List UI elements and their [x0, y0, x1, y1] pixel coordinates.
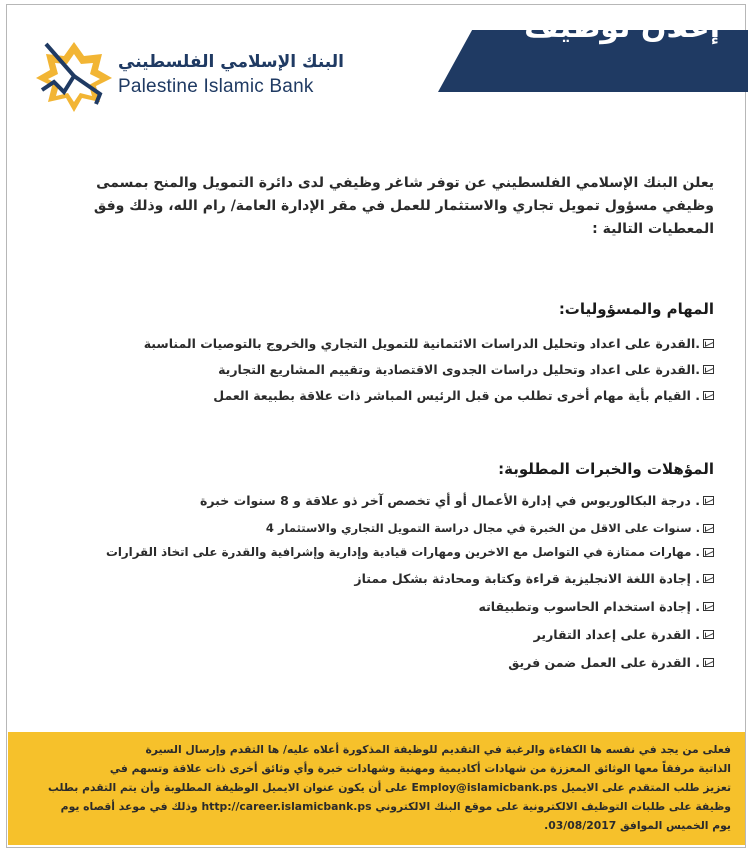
footer-line: الذاتية مرفقاً معها الوثائق المعززة من شهادات أكاديمية ومهنية وشهادات خبرة وأي وثائق أخرى ذات علاقة وتسهم في — [109, 762, 731, 775]
envelope-bullet-icon — [703, 658, 714, 667]
task-item: القيام بأية مهام أخرى تطلب من قبل الرئيس المباشر ذات علاقة بطبيعة العمل . — [213, 388, 714, 403]
bank-logo-icon — [26, 34, 122, 114]
application-footer — [8, 732, 745, 845]
tasks-title: المهام والمسؤوليات: — [558, 300, 714, 318]
page-title: إعلان توظيف — [524, 10, 720, 45]
envelope-bullet-icon — [703, 391, 714, 400]
envelope-bullet-icon — [703, 602, 714, 611]
envelope-bullet-icon — [703, 548, 714, 557]
intro-line: المعطيات التالية : — [592, 221, 714, 237]
qualification-item: القدرة على العمل ضمن فريق . — [508, 655, 714, 670]
qualification-item: إجادة اللغة الانجليزية قراءة وكتابة ومحادثة بشكل ممتاز . — [354, 571, 714, 586]
qualification-item: درجة البكالوريوس في إدارة الأعمال أو أي تخصص آخر ذو علاقة و 8 سنوات خبرة . — [200, 493, 714, 508]
intro-line: يعلن البنك الإسلامي الفلسطيني عن توفر شاغر وظيفي لدى دائرة التمويل والمنح بمسمى — [96, 175, 714, 191]
footer-email-line: تعزيز طلب المتقدم على الايميل Employ@islamicbank.ps على أن يكون عنوان الايميل الوظيفة المطلوبة وأن يتم التقدم بطلب — [47, 781, 731, 794]
footer-website-line: وظيفة على طلبات التوظيف الالكترونية على موقع البنك الالكتروني http://career.islamicbank.ps وذلك في موعد أقصاه يوم — [60, 800, 731, 813]
footer-deadline-line: يوم الخميس الموافق 03/08/2017. — [544, 819, 731, 832]
intro-paragraph — [46, 172, 714, 241]
qualification-item: 4 سنوات على الاقل من الخبرة في مجال دراسة التمويل التجاري والاستثمار . — [266, 521, 714, 535]
intro-line: وظيفي مسؤول تمويل تجاري والاستثمار للعمل في مقر الإدارة العامة/ رام الله، وذلك وفق — [93, 198, 714, 214]
task-item: القدرة على اعداد وتحليل الدراسات الائتمانية للتمويل التجاري والخروج بالتوصيات المناسبة. — [144, 336, 714, 351]
envelope-bullet-icon — [703, 574, 714, 583]
application-instructions — [19, 740, 731, 835]
advertisement-frame — [6, 4, 746, 848]
task-item: القدرة على اعداد وتحليل دراسات الجدوى الاقتصادية وتقييم المشاريع التجارية. — [218, 362, 714, 377]
envelope-bullet-icon — [703, 524, 714, 533]
qualification-item: إجادة استخدام الحاسوب وتطبيقاته . — [479, 599, 714, 614]
envelope-bullet-icon — [703, 339, 714, 348]
bank-name-arabic: البنك الإسلامي الفلسطيني — [118, 52, 344, 72]
envelope-bullet-icon — [703, 365, 714, 374]
qualification-item: القدرة على إعداد التقارير . — [534, 627, 714, 642]
envelope-bullet-icon — [703, 630, 714, 639]
bank-name-english: Palestine Islamic Bank — [118, 76, 314, 97]
envelope-bullet-icon — [703, 496, 714, 505]
footer-line: فعلى من يجد في نفسه ها الكفاءة والرغبة في التقديم للوظيفة المذكورة أعلاه عليه/ ها التقدم وإرسال السيرة — [145, 743, 731, 756]
qualifications-title: المؤهلات والخبرات المطلوبة: — [498, 460, 714, 478]
qualification-item: مهارات ممتازة في التواصل مع الاخرين ومهارات قيادية وإدارية وإشرافية والقدرة على اتخاذ القرارات . — [106, 545, 714, 559]
